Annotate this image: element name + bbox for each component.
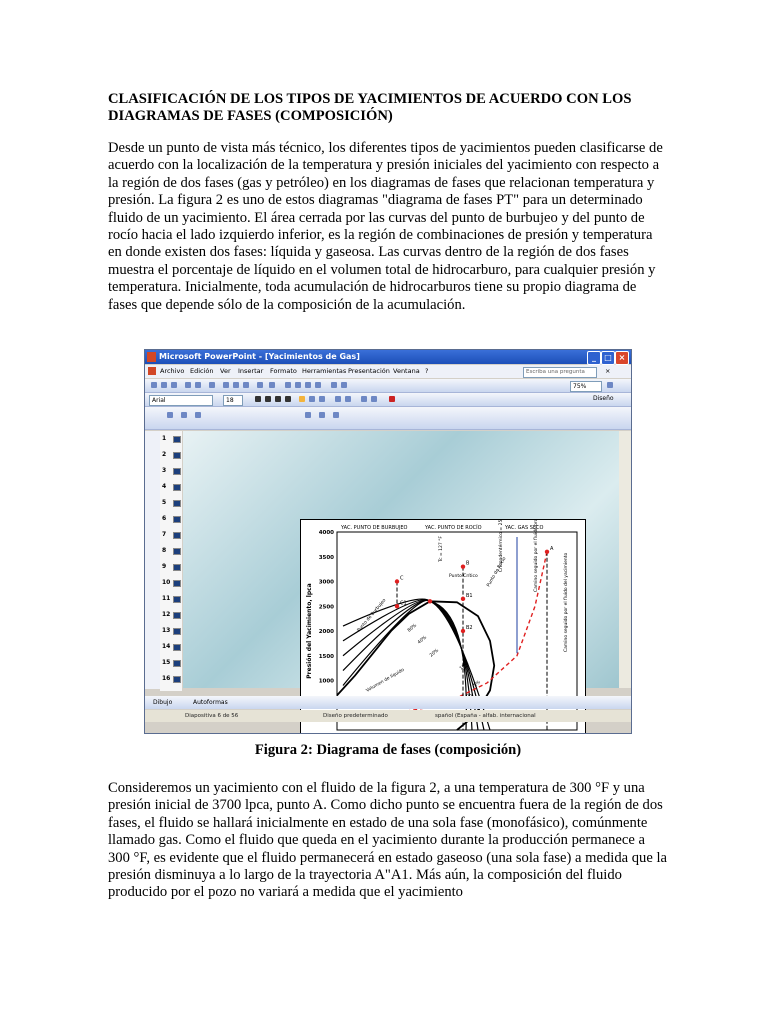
print-icon[interactable]	[185, 382, 191, 388]
y-tick-label: 1500	[318, 653, 334, 660]
menu-close-icon[interactable]: ×	[605, 367, 611, 375]
slide-number[interactable]: 11	[162, 595, 171, 602]
slide-number[interactable]: 14	[162, 643, 171, 650]
slide-thumbnails[interactable]	[160, 431, 182, 691]
minimize-icon[interactable]: _	[587, 351, 601, 365]
document-title: CLASIFICACIÓN DE LOS TIPOS DE YACIMIENTOS DE ACUERDO CON LOS DIAGRAMAS DE FASES (COMPOSICIÓN)	[108, 91, 632, 124]
point-label: B	[466, 560, 470, 567]
slide-thumb-icon[interactable]	[173, 596, 181, 603]
slide-thumb-icon[interactable]	[173, 516, 181, 523]
line-icon[interactable]	[333, 412, 339, 418]
slide-thumb-icon[interactable]	[173, 548, 181, 555]
chart-annotation: Camino seguido por el fluido producido	[534, 520, 539, 592]
figure-caption: Figura 2: Diagrama de fases (composición)	[254, 742, 522, 758]
slide-number[interactable]: 7	[162, 531, 167, 538]
chart-annotation: Punto de Burbujeo	[356, 598, 388, 634]
slide-thumb-icon[interactable]	[173, 644, 181, 651]
status-design: Diseño predeterminado	[323, 713, 388, 719]
slide-thumb-icon[interactable]	[173, 484, 181, 491]
paragraph-example: Consideremos un yacimiento con el fluido de la figura 2, a una temperatura de 300 °F y una presión inicial de 3700 lpca, punto A. Como dicho punto se encuentra fuera de la región de dos fases, el fluido se hallará inicialmente en estado de una sola fase (monofásico), comúnmente llamado gas. Como el fluido que queda en el yacimiento durante la producción permanece a 300 °F, es evidente que el fluido permanecerá en estado gaseoso (una sola fase) a medida que la presión disminuya a lo largo de la trayectoria A"A1. Más aún, la composición del fluido producido por el pozo no variará a medida que el yacimiento	[108, 780, 668, 901]
increase-font-icon[interactable]	[361, 396, 367, 402]
new-icon[interactable]	[151, 382, 157, 388]
slide-canvas[interactable]	[183, 431, 619, 694]
table-icon[interactable]	[295, 382, 301, 388]
font-size-select[interactable]: 18	[223, 395, 243, 406]
quality-label: 5%	[473, 680, 482, 689]
slide-number[interactable]: 2	[162, 451, 167, 458]
y-tick-label: 4000	[318, 530, 334, 536]
arrow-icon[interactable]	[167, 412, 173, 418]
menu-presentacion[interactable]: Presentación	[348, 367, 390, 375]
doc-icon	[148, 367, 156, 375]
menu-archivo[interactable]: Archivo	[160, 367, 185, 375]
open-icon[interactable]	[161, 382, 167, 388]
data-point	[461, 564, 465, 568]
y-tick-label: 3000	[318, 579, 334, 586]
slide-number[interactable]: 8	[162, 547, 167, 554]
slide-number[interactable]: 12	[162, 611, 171, 618]
slide-number[interactable]: 16	[162, 675, 171, 682]
region-label: YAC. PUNTO DE BURBUJEO	[341, 525, 408, 531]
slide-thumb-icon[interactable]	[173, 580, 181, 587]
shape-icon[interactable]	[195, 412, 201, 418]
point-label: B2	[466, 625, 473, 631]
cut-icon[interactable]	[223, 382, 229, 388]
slide-number[interactable]: 6	[162, 515, 167, 522]
powerpoint-logo-icon	[147, 352, 156, 362]
data-point	[395, 579, 399, 583]
shadow-icon[interactable]	[285, 396, 291, 402]
text-icon[interactable]	[181, 412, 187, 418]
wordart-icon[interactable]	[305, 412, 311, 418]
slide-thumb-icon[interactable]	[173, 628, 181, 635]
powerpoint-screenshot	[144, 349, 632, 734]
drawing-menu[interactable]: Dibujo	[153, 699, 173, 706]
quality-label: 10%	[459, 661, 470, 672]
data-point	[395, 604, 399, 608]
point-label: B1	[466, 592, 473, 599]
menu-help[interactable]: ?	[425, 367, 429, 375]
copy-icon[interactable]	[233, 382, 239, 388]
data-point	[461, 597, 465, 601]
slide-number[interactable]: 10	[162, 579, 171, 586]
zoom-select[interactable]: 75%	[570, 381, 602, 392]
window-titlebar	[145, 350, 631, 364]
quality-label: 40%	[417, 635, 428, 646]
slide-thumb-icon[interactable]	[173, 532, 181, 539]
vertical-scrollbar[interactable]	[619, 431, 631, 688]
formatting-toolbar	[145, 393, 631, 407]
close-icon[interactable]: ×	[615, 351, 629, 365]
y-tick-label: 1000	[318, 678, 334, 685]
data-point	[545, 550, 549, 554]
slide-thumb-icon[interactable]	[173, 612, 181, 619]
maximize-icon[interactable]: □	[601, 351, 615, 365]
menu-ver[interactable]: Ver	[220, 367, 231, 375]
standard-toolbar	[145, 379, 631, 393]
slide-thumb-icon[interactable]	[173, 452, 181, 459]
menu-herramientas[interactable]: Herramientas	[302, 367, 347, 375]
chart-annotation: Cricondentérmico = 250 °F	[499, 520, 504, 572]
numbering-icon[interactable]	[335, 396, 341, 402]
data-point	[428, 599, 432, 603]
picture-icon[interactable]	[305, 382, 311, 388]
align-right-icon[interactable]	[319, 396, 325, 402]
slide-number[interactable]: 15	[162, 659, 171, 666]
y-axis-label: Presión del Yacimiento, lpca	[306, 583, 313, 679]
region-label: YAC. PUNTO DE ROCÍO	[425, 525, 482, 531]
y-tick-label: 2500	[318, 604, 334, 611]
status-slide-count: Diapositiva 6 de 56	[185, 713, 239, 719]
paste-icon[interactable]	[243, 382, 249, 388]
slide-number[interactable]: 9	[162, 563, 167, 570]
save-icon[interactable]	[171, 382, 177, 388]
y-tick-label: 3500	[318, 554, 334, 561]
slide-thumb-icon[interactable]	[173, 660, 181, 667]
slide-thumb-icon[interactable]	[173, 564, 181, 571]
font-color-icon[interactable]	[389, 396, 395, 402]
paragraph-intro: Desde un punto de vista más técnico, los diferentes tipos de yacimientos pueden clasificarse de acuerdo con la localización de la temperatura y presión iniciales del yacimiento con respecto a la región de dos fases (gas y petróleo) en los diagramas de fases que relacionan temperatura y presión. La figura 2 es uno de estos diagramas "diagrama de fases PT" para un determinado fluido de un yacimiento. El área cerrada por las curvas del punto de burbujeo y del punto de rocío hacia el lado izquierdo inferior, es la región de combinaciones de presión y temperatura en donde existen dos fases: líquida y gaseosa. Las curvas dentro de la región de dos fases muestra el porcentaje de líquido en el volumen total de hidrocarburo, para cualquier presión y temperatura. Inicialmente, toda acumulación de hidrocarburos tiene su propio diagrama de fases que depende sólo de la composición de la acumulación.	[108, 140, 663, 313]
status-language: spañol (España - alfab. internacional	[435, 713, 536, 719]
spell-icon[interactable]	[209, 382, 215, 388]
bullets-icon[interactable]	[345, 396, 351, 402]
bold-icon[interactable]	[255, 396, 261, 402]
slide-number[interactable]: 1	[162, 435, 167, 442]
chart-annotation: Punto de Rocío	[486, 556, 508, 588]
preview-icon[interactable]	[195, 382, 201, 388]
autoshapes-menu[interactable]: Autoformas	[193, 699, 228, 706]
quality-label: 20%	[429, 648, 440, 659]
quality-label: 80%	[407, 623, 418, 634]
chart-annotation: Punto Crítico	[449, 574, 478, 579]
drawing-toolbar-top	[145, 407, 631, 430]
slide-number[interactable]: 3	[162, 467, 167, 474]
redo-icon[interactable]	[269, 382, 275, 388]
italic-icon[interactable]	[265, 396, 271, 402]
drawing-toolbar	[145, 696, 631, 709]
hyperlink-icon[interactable]	[315, 382, 321, 388]
y-tick-label: 2000	[318, 629, 334, 635]
status-bar	[145, 710, 631, 722]
grid-icon[interactable]	[331, 382, 337, 388]
menu-formato[interactable]: Formato	[270, 367, 297, 375]
underline-icon[interactable]	[275, 396, 281, 402]
align-center-icon[interactable]	[309, 396, 315, 402]
point-label: A	[550, 545, 554, 552]
slide-thumb-icon[interactable]	[173, 676, 181, 683]
slide-thumb-icon[interactable]	[173, 436, 181, 443]
slide-thumb-icon[interactable]	[173, 500, 181, 507]
data-point	[461, 629, 465, 633]
outline-pane[interactable]	[145, 431, 161, 689]
chart-annotation: Tc = 127 °F	[439, 536, 444, 562]
color-icon[interactable]	[341, 382, 347, 388]
design-button[interactable]: Diseño	[593, 395, 614, 402]
chart-annotation: Camino seguido por el fluido del yacimiento	[564, 552, 569, 652]
help-icon[interactable]	[607, 382, 613, 388]
fill-icon[interactable]	[319, 412, 325, 418]
region-label: YAC. GAS SECO	[505, 525, 544, 531]
window-title: Microsoft PowerPoint - [Yacimientos de Gas]	[159, 352, 360, 361]
slide-number[interactable]: 13	[162, 627, 171, 634]
menu-ventana[interactable]: Ventana	[393, 367, 420, 375]
point-label: C1	[400, 600, 407, 607]
point-label: C	[400, 575, 404, 582]
slide-number[interactable]: 4	[162, 483, 167, 490]
slide-number[interactable]: 5	[162, 499, 167, 506]
slide-thumb-icon[interactable]	[173, 468, 181, 475]
align-left-icon[interactable]	[299, 396, 305, 402]
font-name-select[interactable]: Arial	[149, 395, 213, 406]
decrease-font-icon[interactable]	[371, 396, 377, 402]
menu-insertar[interactable]: Insertar	[238, 367, 264, 375]
undo-icon[interactable]	[257, 382, 263, 388]
menu-edicion[interactable]: Edición	[190, 367, 214, 375]
chart-annotation: Volumen de líquido	[365, 667, 406, 694]
chart-icon[interactable]	[285, 382, 291, 388]
ask-question-input[interactable]: Escriba una pregunta	[523, 367, 597, 378]
